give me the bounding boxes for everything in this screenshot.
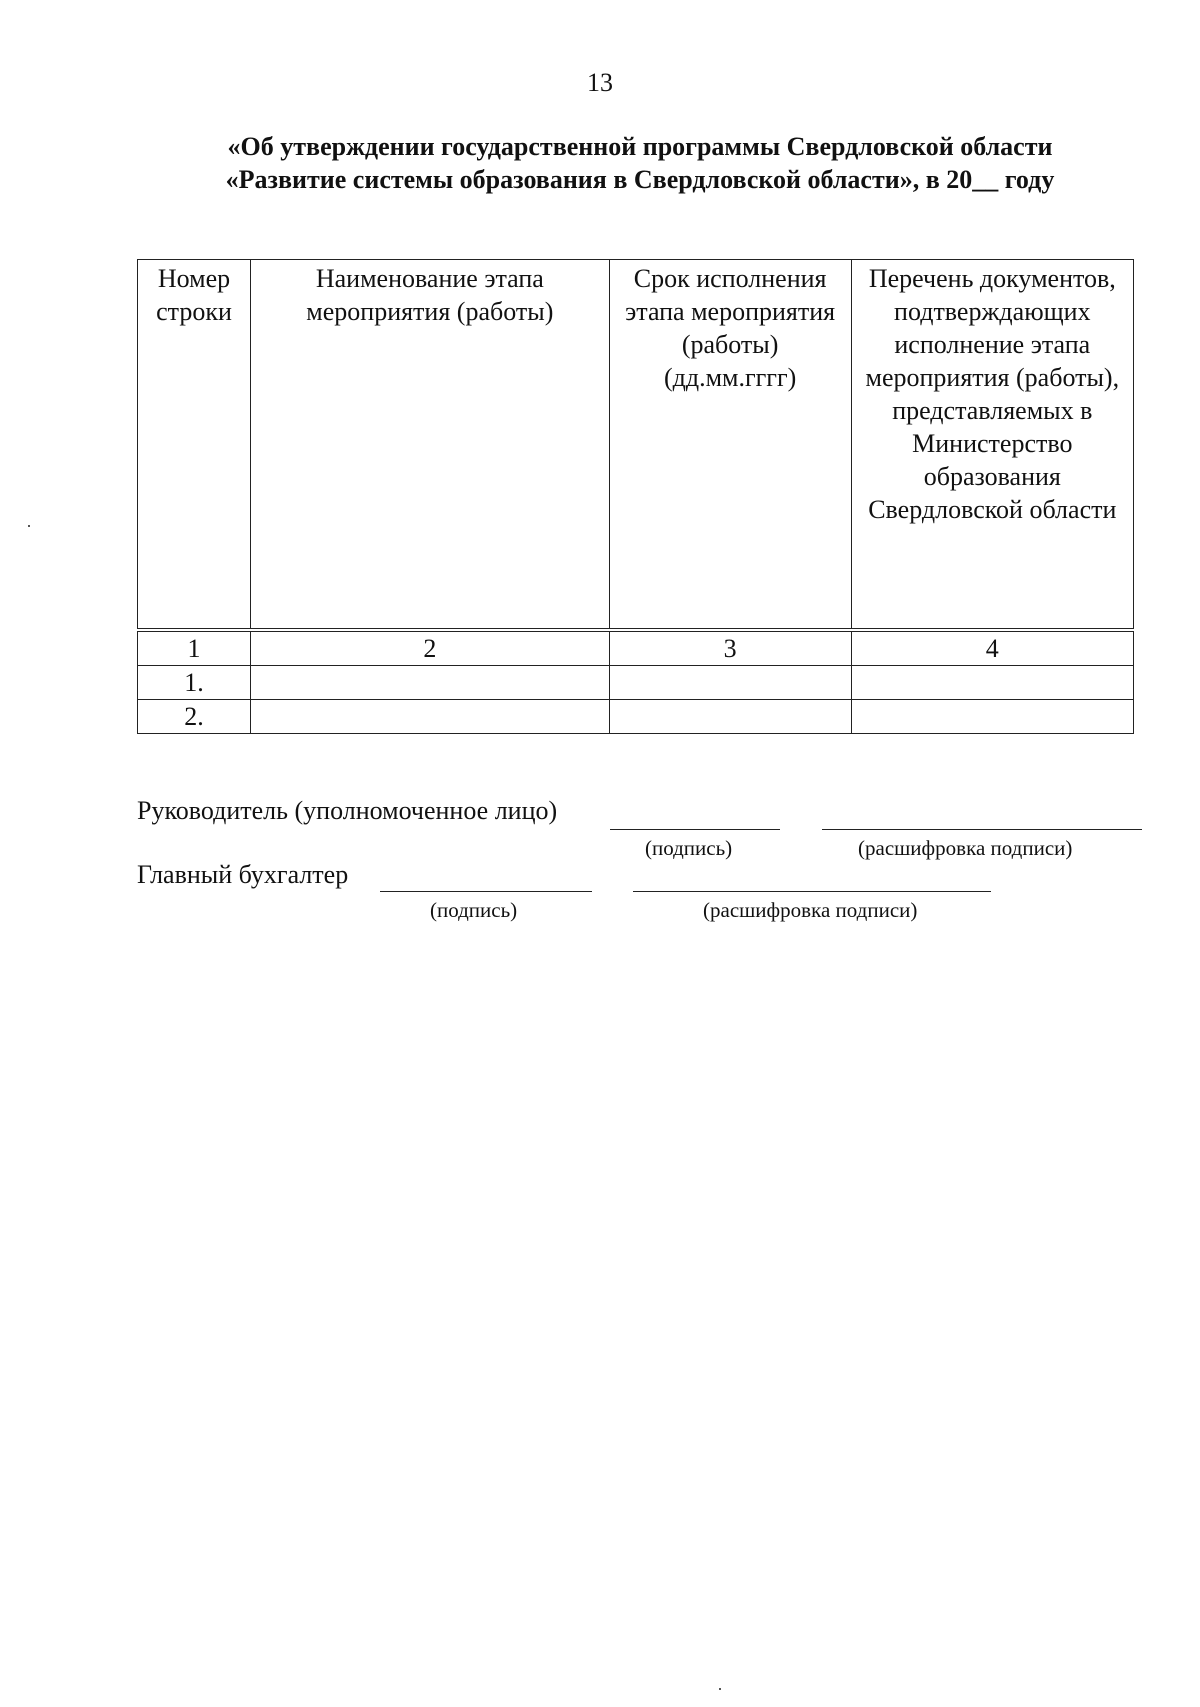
accountant-decoding-line — [633, 891, 991, 892]
head-signature-line — [610, 829, 780, 830]
scan-speck — [28, 525, 30, 527]
header-stage-name: Наименование этапа мероприятия (работы) — [251, 260, 610, 631]
column-number: 4 — [851, 630, 1133, 666]
accountant-signature-line — [380, 891, 592, 892]
column-number: 3 — [609, 630, 851, 666]
title-line-2: «Развитие системы образования в Свердловской области», в 20__ году — [225, 165, 1055, 194]
table-row — [138, 700, 1134, 734]
table-cell — [251, 666, 610, 700]
table-header-row — [138, 260, 1134, 631]
scan-speck — [719, 1688, 721, 1690]
table-cell: 1. — [138, 666, 251, 700]
head-signature-caption: (подпись) — [645, 836, 733, 860]
table-cell — [851, 700, 1133, 734]
page-number: 13 — [587, 68, 613, 97]
head-decoding-line — [822, 829, 1142, 830]
table-row — [138, 666, 1134, 700]
accountant-signature-caption: (подпись) — [430, 898, 518, 922]
column-number: 2 — [251, 630, 610, 666]
table-cell — [609, 700, 851, 734]
head-decoding-caption: (расшифровка подписи) — [858, 836, 1073, 860]
table-cell — [251, 700, 610, 734]
accountant-label: Главный бухгалтер — [137, 860, 349, 889]
table-cell: 2. — [138, 700, 251, 734]
column-number: 1 — [138, 630, 251, 666]
column-numbers-row — [138, 630, 1134, 666]
header-documents-list: Перечень документов, подтверждающих исполнение этапа мероприятия (работы), представляемых в Министерство образования Свердловской области — [851, 260, 1133, 631]
table-cell — [851, 666, 1133, 700]
stages-table — [137, 259, 1134, 734]
accountant-decoding-caption: (расшифровка подписи) — [703, 898, 918, 922]
header-deadline: Срок исполнения этапа мероприятия (работы) (дд.мм.гггг) — [609, 260, 851, 631]
title-line-1: «Об утверждении государственной программы Свердловской области — [227, 132, 1053, 161]
head-label: Руководитель (уполномоченное лицо) — [137, 796, 558, 825]
header-row-number: Номер строки — [138, 260, 251, 631]
table-cell — [609, 666, 851, 700]
document-title — [160, 130, 1120, 196]
